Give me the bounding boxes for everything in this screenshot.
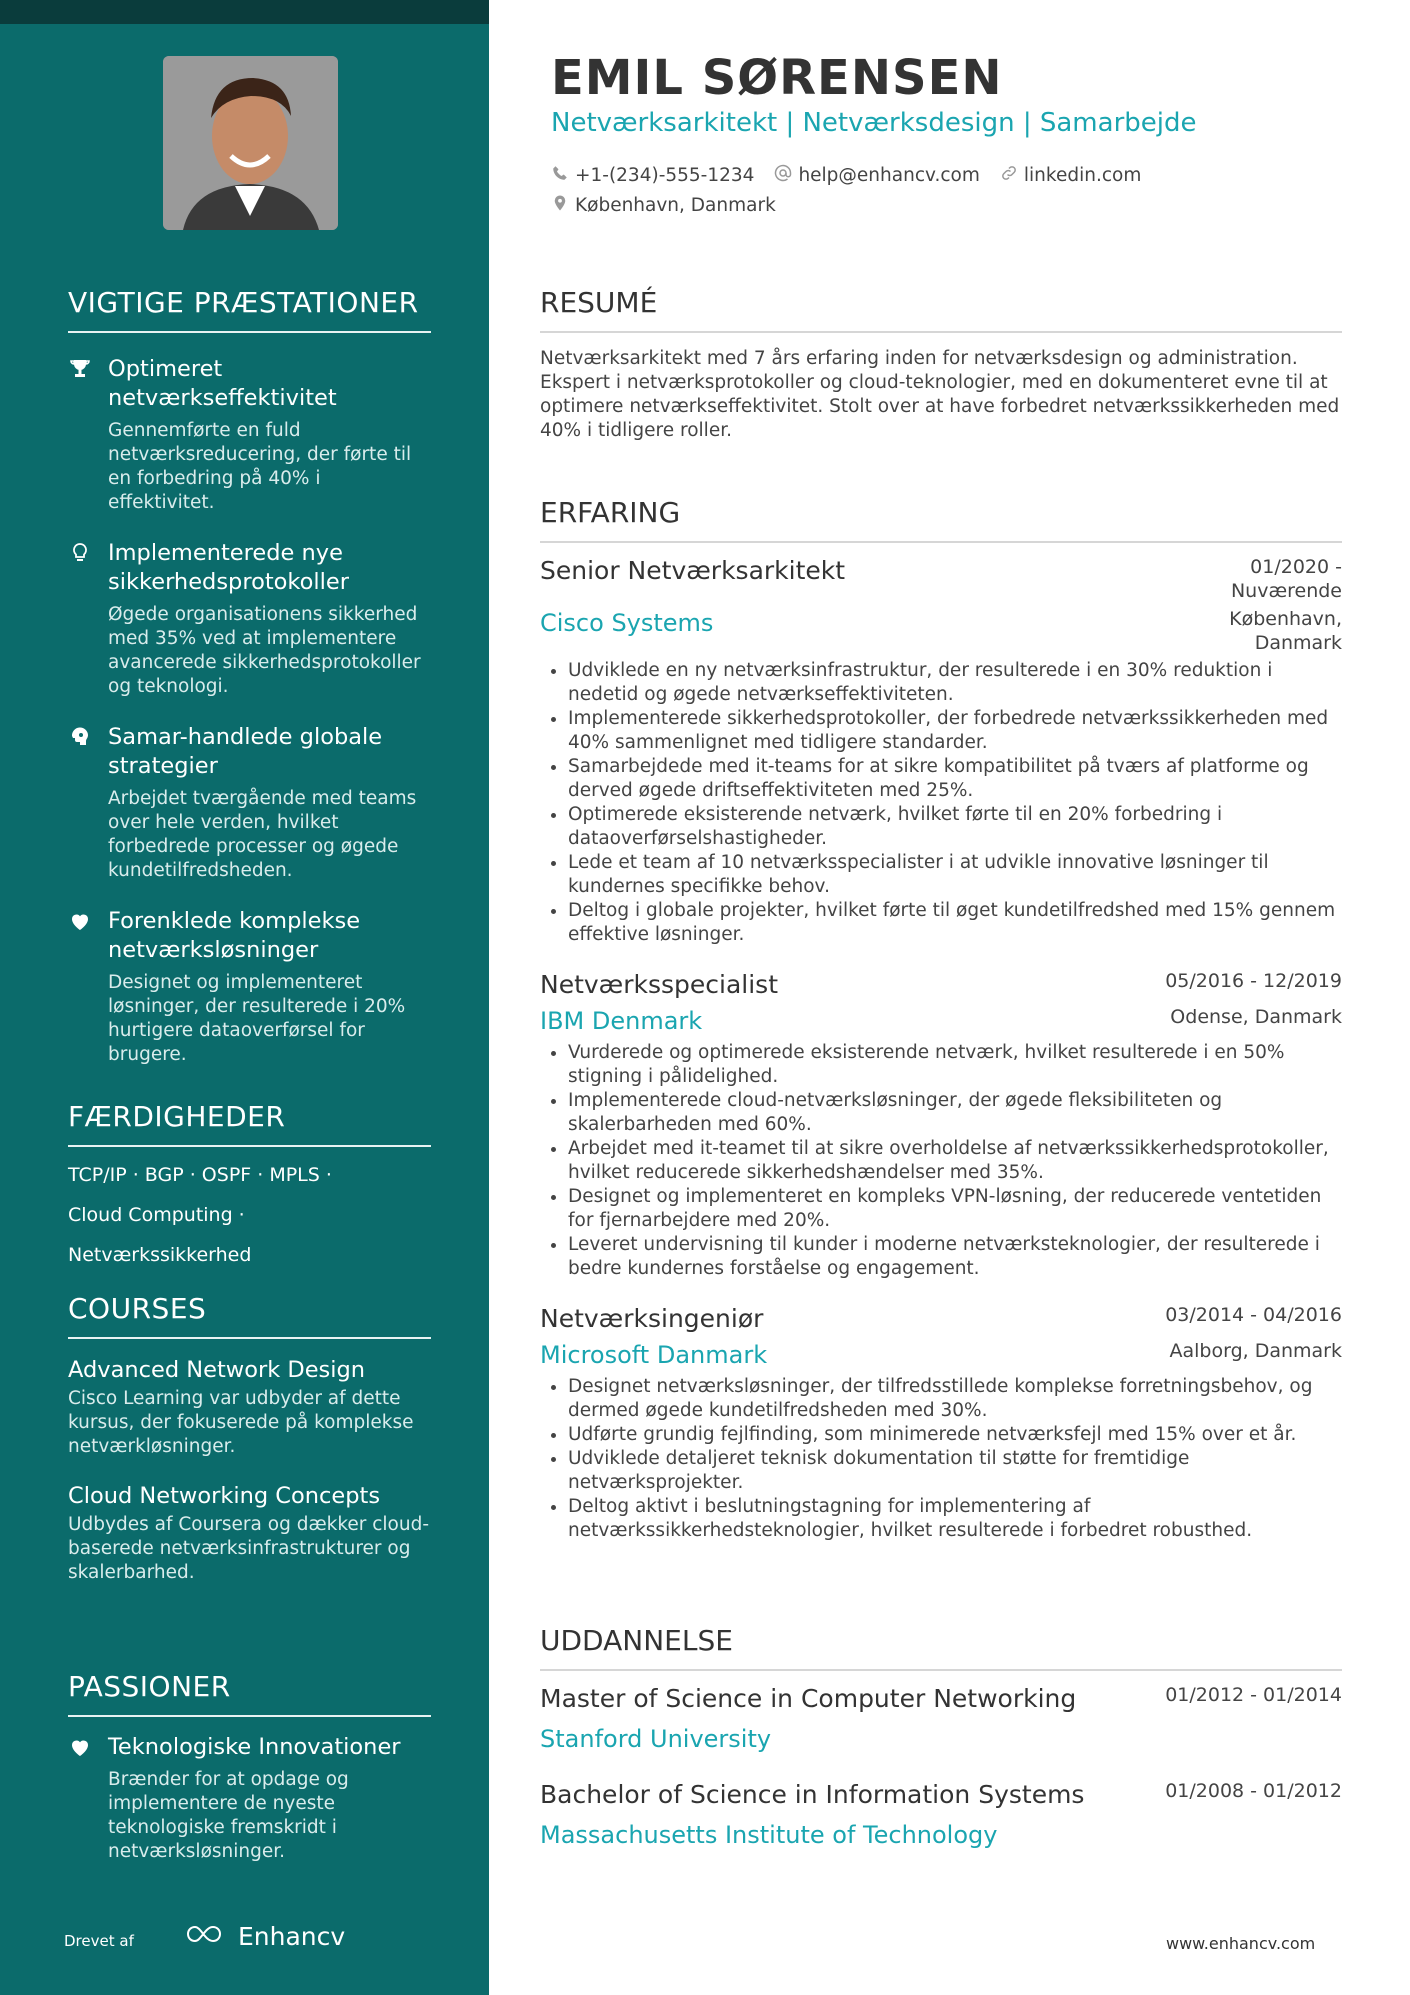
phone-icon (551, 164, 569, 187)
trophy-icon (68, 357, 92, 381)
candidate-name: EMIL SØRENSEN (551, 50, 1003, 106)
achievement-item (68, 723, 431, 883)
course-title: Advanced Network Design (68, 1357, 366, 1383)
skills-list (68, 1155, 431, 1275)
job-title: Senior Netværksarkitekt (540, 556, 846, 585)
sidebar (0, 0, 489, 1995)
job-entry (540, 969, 1342, 1281)
phone-text: +1-(234)-555-1234 (575, 164, 755, 186)
job-company: Cisco Systems (540, 609, 714, 637)
lightbulb-icon (68, 541, 92, 565)
summary-heading: RESUMÉ (540, 286, 1342, 333)
skills-section (68, 1100, 431, 1275)
job-date: 03/2014 - 04/2016 (1165, 1304, 1342, 1326)
school-name: Stanford University (540, 1725, 772, 1753)
degree-title: Bachelor of Science in Information Systems (540, 1780, 1085, 1809)
passions-heading: PASSIONER (68, 1670, 431, 1717)
email-contact[interactable] (774, 164, 979, 187)
achievement-item (68, 539, 431, 699)
infinity-icon (184, 1922, 228, 1951)
skills-line: TCP/IP · BGP · OSPF · MPLS · (68, 1164, 332, 1186)
footer-url[interactable]: www.enhancv.com (1166, 1934, 1316, 1953)
job-date: 05/2016 - 12/2019 (1165, 970, 1342, 992)
linkedin-text: linkedin.com (1023, 164, 1142, 186)
degree-date: 01/2012 - 01/2014 (1165, 1684, 1342, 1706)
job-bullet: • Deltog i globale projekter, hvilket førte til øget kundetilfredshed med 15% gennem effektive løsninger. (568, 899, 1342, 947)
degree-date: 01/2008 - 01/2012 (1165, 1780, 1342, 1802)
experience-heading: ERFARING (540, 496, 1342, 543)
job-bullets (540, 659, 1342, 947)
enhancv-logo[interactable] (184, 1922, 345, 1951)
achievement-title: Forenklede komplekse netværksløsninger (108, 908, 361, 963)
phone-contact[interactable] (551, 164, 754, 187)
location-text: København, Danmark (575, 194, 776, 216)
linkedin-contact[interactable] (1000, 164, 1141, 187)
degree-title: Master of Science in Computer Networking (540, 1684, 1077, 1713)
passion-title: Teknologiske Innovationer (108, 1734, 401, 1760)
passion-item (68, 1733, 431, 1864)
brand-name: Enhancv (238, 1922, 346, 1951)
job-date: 01/2020 - Nuværende (1230, 556, 1342, 602)
school-name: Massachusetts Institute of Technology (540, 1821, 998, 1849)
achievement-title: Optimeret netværkseffektivitet (108, 356, 337, 411)
achievement-title: Samar-handlede globale strategier (108, 724, 383, 779)
job-bullet: • Samarbejdede med it-teams for at sikre kompatibilitet på tværs af platforme og derved øgede driftseffektiviteten med 25%. (568, 755, 1342, 803)
passions-section (68, 1670, 431, 1864)
experience-section (540, 496, 1342, 1543)
achievement-desc: Arbejdet tværgående med teams over hele verden, hvilket forbedrede processer og øgede kundetilfredsheden. (108, 788, 417, 881)
job-entry (540, 1303, 1342, 1543)
achievement-item (68, 355, 431, 515)
education-entry (540, 1683, 1342, 1755)
heart-icon (68, 1735, 92, 1759)
job-entry (540, 555, 1342, 947)
job-bullet: • Vurderede og optimerede eksisterende netværk, hvilket resulterede i en 50% stigning i pålidelighed. (568, 1041, 1342, 1089)
courses-section (68, 1292, 431, 1585)
brain-icon (68, 725, 92, 749)
summary-text: Netværksarkitekt med 7 års erfaring inden for netværksdesign og administration. Ekspert i netværksprotokoller og cloud-teknologier, med en dokumenteret evne til at optimere netværkseffektivitet. Stolt over at have forbedret netværkssikkerheden med 40% i tidligere roller. (540, 348, 1340, 441)
course-desc: Udbydes af Coursera og dækker cloud-baserede netværksinfrastrukturer og skalerbarhed. (68, 1514, 430, 1583)
course-item (68, 1355, 431, 1459)
course-item (68, 1481, 431, 1585)
sidebar-top-bar (0, 0, 489, 24)
achievements-section (68, 286, 431, 1067)
job-bullet: • Designet og implementeret en kompleks VPN-løsning, der reducerede ventetiden for fjernarbejdere med 20%. (568, 1185, 1342, 1233)
education-heading: UDDANNELSE (540, 1624, 1342, 1671)
job-bullet: • Arbejdet med it-teamet til at sikre overholdelse af netværkssikkerhedsprotokoller, hvilket reducerede sikkerhedshændelser med 35%. (568, 1137, 1342, 1185)
job-bullet: • Lede et team af 10 netværksspecialister i at udvikle innovative løsninger til kundernes specifikke behov. (568, 851, 1342, 899)
job-bullets (540, 1041, 1342, 1281)
achievement-desc: Øgede organisationens sikkerhed med 35% ved at implementere avancerede sikkerhedsprotokoller og teknologi. (108, 604, 421, 697)
job-bullet: • Leveret undervisning til kunder i moderne netværksteknologier, der resulterede i bedre kundernes forståelse og engagement. (568, 1233, 1342, 1281)
link-icon (1000, 164, 1018, 187)
achievement-desc: Gennemførte en fuld netværksreducering, der førte til en forbedring på 40% i effektivitet. (108, 420, 412, 513)
achievement-item (68, 907, 431, 1067)
job-location: Odense, Danmark (1170, 1006, 1342, 1028)
location-contact (551, 194, 776, 217)
job-bullet: • Implementerede sikkerhedsprotokoller, der forbedrede netværkssikkerheden med 40% sammenlignet med tidligere standarder. (568, 707, 1342, 755)
heart-icon (68, 909, 92, 933)
job-bullet: • Udviklede en ny netværksinfrastruktur, der resulterede i en 30% reduktion i nedetid og øgede netværkseffektiviteten. (568, 659, 1342, 707)
courses-heading: COURSES (68, 1292, 431, 1339)
job-bullet: • Udførte grundig fejlfinding, som minimerede netværksfejl med 15% over et år. (568, 1423, 1342, 1447)
course-desc: Cisco Learning var udbyder af dette kursus, der fokuserede på komplekse netværkløsninger. (68, 1388, 414, 1457)
achievement-title: Implementerede nye sikkerhedsprotokoller (108, 540, 350, 595)
job-bullet: • Optimerede eksisterende netværk, hvilket førte til en 20% forbedring i dataoverførselshastigheder. (568, 803, 1342, 851)
course-title: Cloud Networking Concepts (68, 1483, 381, 1509)
education-entry (540, 1779, 1342, 1851)
powered-by-label: Drevet af (64, 1932, 134, 1950)
job-bullet: • Deltog aktivt i beslutningstagning for implementering af netværkssikkerhedsteknologier, hvilket resulterede i forbedret robusthed. (568, 1495, 1342, 1543)
achievements-heading: VIGTIGE PRÆSTATIONER (68, 286, 431, 333)
candidate-title: Netværksarkitekt | Netværksdesign | Samarbejde (551, 108, 1197, 138)
job-bullet: • Implementerede cloud-netværksløsninger, der øgede fleksibiliteten og skalerbarheden med 60%. (568, 1089, 1342, 1137)
job-location: København, Danmark (1229, 608, 1342, 654)
skills-heading: FÆRDIGHEDER (68, 1100, 431, 1147)
achievement-desc: Designet og implementeret løsninger, der resulterede i 20% hurtigere dataoverførsel for brugere. (108, 972, 406, 1065)
skills-line: Cloud Computing · Netværkssikkerhed (68, 1204, 252, 1266)
passion-desc: Brænder for at opdage og implementere de nyeste teknologiske fremskridt i netværksløsninger. (108, 1769, 349, 1862)
job-title: Netværksingeniør (540, 1304, 764, 1333)
job-location: Aalborg, Danmark (1169, 1340, 1342, 1362)
job-bullets (540, 1375, 1342, 1543)
job-bullet: • Designet netværksløsninger, der tilfredsstillede komplekse forretningsbehov, og dermed øgede kundetilfredsheden med 30%. (568, 1375, 1342, 1423)
job-bullet: • Udviklede detaljeret teknisk dokumentation til støtte for fremtidige netværksprojekter. (568, 1447, 1342, 1495)
summary-section (540, 286, 1342, 443)
location-pin-icon (551, 194, 569, 217)
job-title: Netværksspecialist (540, 970, 779, 999)
profile-photo (163, 56, 338, 230)
education-section (540, 1624, 1342, 1851)
job-company: IBM Denmark (540, 1007, 703, 1035)
at-icon (774, 164, 792, 187)
contact-info (551, 160, 1141, 220)
email-text: help@enhancv.com (798, 164, 980, 186)
job-company: Microsoft Danmark (540, 1341, 768, 1369)
